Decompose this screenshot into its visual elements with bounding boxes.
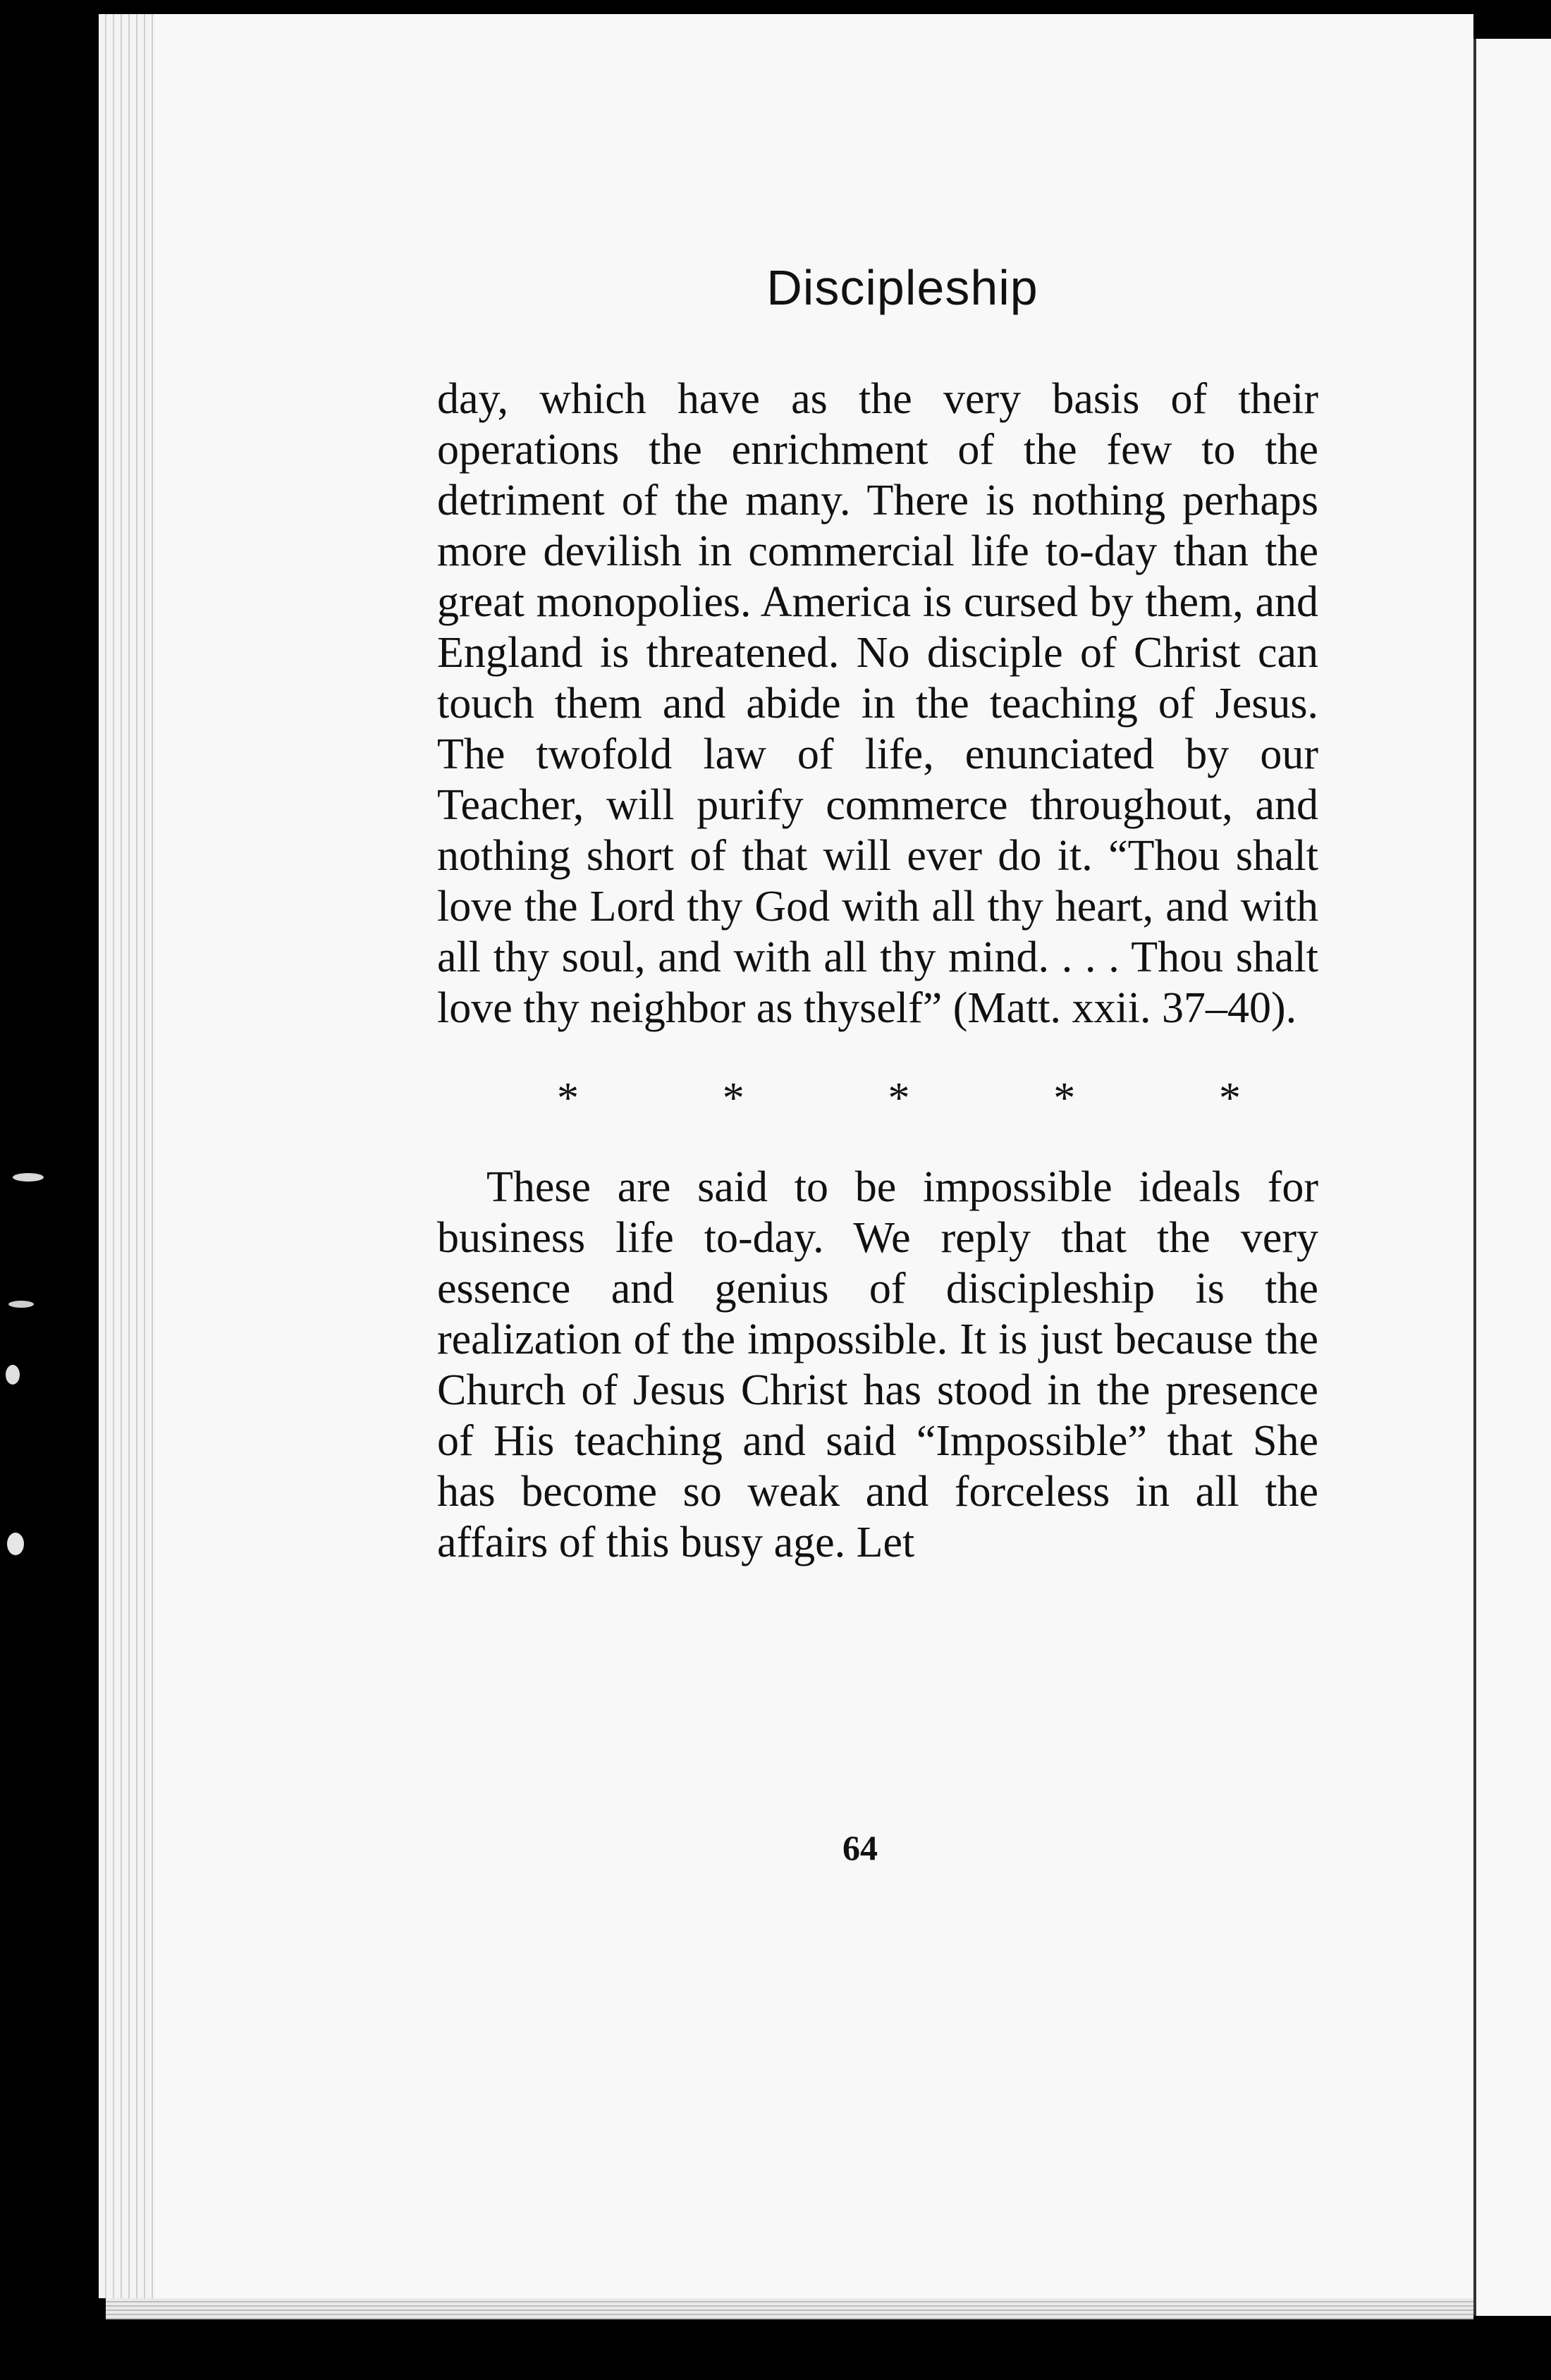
section-break — [437, 1073, 1318, 1124]
asterisk: * — [1219, 1074, 1241, 1122]
body-text — [437, 374, 1318, 1568]
page-number: 64 — [842, 1828, 878, 1867]
asterisk: * — [557, 1074, 579, 1122]
asterisk: * — [722, 1074, 744, 1122]
scan-specks — [0, 1163, 85, 1657]
asterisk: * — [888, 1074, 910, 1122]
paragraph: These are said to be impossible ideals for business life to-day. We reply that the very essence and genius of discipleship is the realization of the impossible. It is just because the Church of Jesus Christ has stood in the presence of His teaching and said “Impossible” that She has become so weak and forceless in all the affairs of this busy age. Let — [437, 1163, 1318, 1566]
asterisk: * — [1053, 1074, 1076, 1122]
page-bottom-edge — [106, 2298, 1473, 2319]
paragraph: day, which have as the very basis of their operations the enrichment of the few to the detriment of the many. There is nothing perhaps more devilish in commercial life to-day than the great monopolies. America is cursed by them, and England is threatened. No disciple of Christ can touch them and abide in the teaching of Jesus. The twofold law of life, enunciated by our Teacher, will purify commerce throughout, and nothing short of that will ever do it. “Thou shalt love the Lord thy God with all thy heart, and with all thy soul, and with all thy mind. . . . Thou shalt love thy neighbor as thyself” (Matt. xxii. 37–40). — [437, 375, 1318, 1032]
running-head: Discipleship — [766, 260, 1038, 315]
facing-page-edge — [1473, 39, 1551, 2316]
